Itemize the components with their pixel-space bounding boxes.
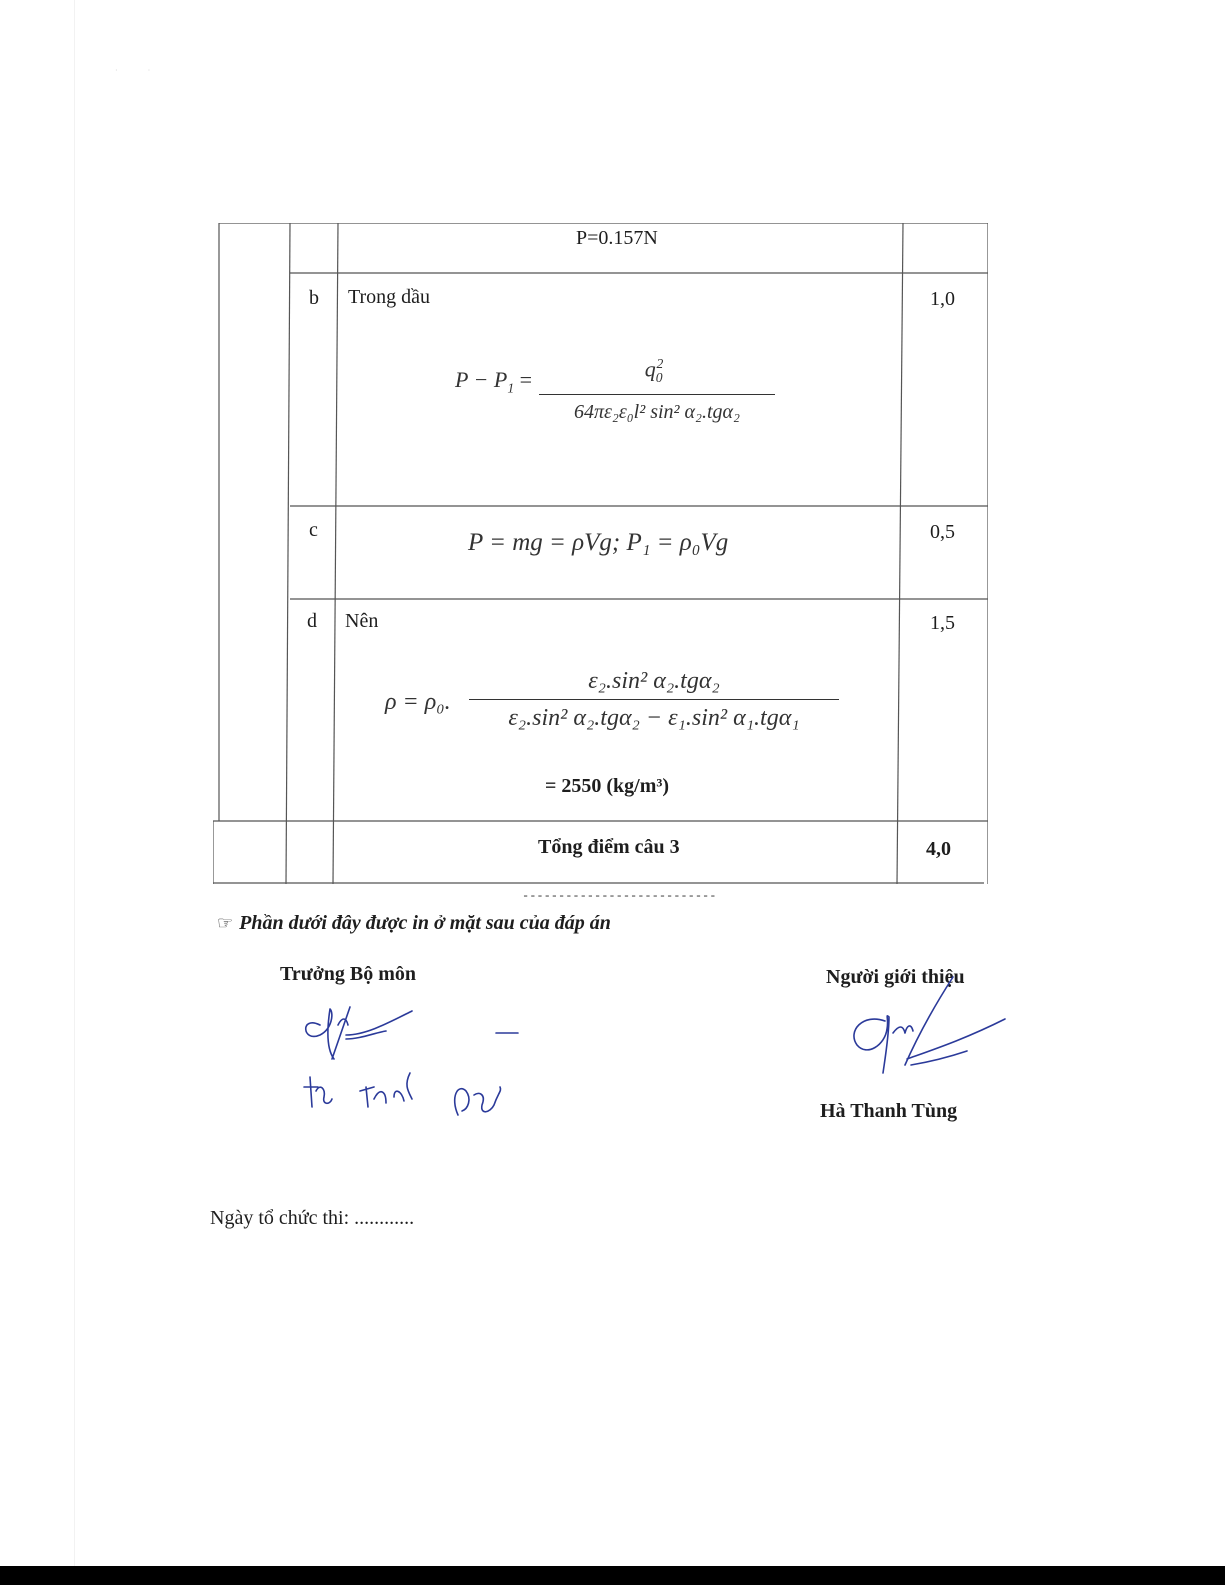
row-c-label: c bbox=[309, 519, 318, 541]
row-b-numerator: q bbox=[644, 356, 656, 382]
presenter-name: Hà Thanh Tùng bbox=[820, 1100, 958, 1122]
row-d-label: d bbox=[307, 610, 317, 632]
row-b-label: b bbox=[309, 287, 319, 309]
pointing-hand-icon: ☞ bbox=[217, 913, 234, 933]
row-d-formula-lhs: ρ = ρ₀. bbox=[385, 689, 451, 715]
row-b-numerator-sub: 0 bbox=[655, 369, 663, 385]
separator-line: --------------------------- bbox=[522, 889, 717, 903]
row-b-lhs-text: P − P bbox=[455, 367, 508, 392]
density-result: = 2550 (kg/m³) bbox=[545, 775, 670, 797]
row-d-numerator: ε₂.sin² α₂.tgα₂ bbox=[588, 668, 720, 694]
row-b-lhs-sub: 1 bbox=[507, 380, 515, 396]
row-b-intro: Trong dầu bbox=[348, 286, 431, 308]
row-b-formula-fraction bbox=[539, 348, 775, 429]
row-d-denominator: ε₂.sin² α₂.tgα₂ − ε₁.sin² α₁.tgα₁ bbox=[508, 705, 800, 731]
row-c-formula: P = mg = ρVg; P₁ = ρ₀Vg bbox=[468, 529, 729, 556]
row-b-score: 1,0 bbox=[930, 288, 955, 310]
page-edge bbox=[74, 0, 75, 1585]
row-b-numerator-sup: 2 bbox=[656, 356, 664, 371]
total-score: 4,0 bbox=[926, 838, 951, 860]
back-page-note bbox=[217, 912, 611, 935]
force-value-text: P=0.157N bbox=[576, 227, 658, 249]
row-c-score: 0,5 bbox=[930, 521, 955, 543]
scan-bottom-edge bbox=[0, 1566, 1225, 1585]
presenter-signature bbox=[845, 975, 1015, 1085]
back-page-note-text: Phần dưới đây được in ở mặt sau của đáp án bbox=[239, 912, 611, 934]
row-d-formula-fraction bbox=[469, 663, 839, 736]
presenter-title: Người giới thiệu bbox=[826, 966, 965, 988]
department-head-signature bbox=[290, 995, 530, 1120]
row-b-formula-lhs: $P - P_1$ = bbox=[455, 367, 533, 396]
row-b-denominator: 64πε₂ε₀l² sin² α₂.tgα₂ bbox=[573, 400, 741, 423]
department-head-title: Trưởng Bộ môn bbox=[280, 963, 417, 985]
total-label: Tổng điểm câu 3 bbox=[538, 836, 680, 858]
row-d-intro: Nên bbox=[345, 610, 379, 632]
row-d-score: 1,5 bbox=[930, 612, 955, 634]
scan-specks: · · bbox=[115, 66, 165, 75]
exam-date-line: Ngày tổ chức thi: ............ bbox=[210, 1207, 415, 1229]
answer-table bbox=[213, 223, 988, 884]
